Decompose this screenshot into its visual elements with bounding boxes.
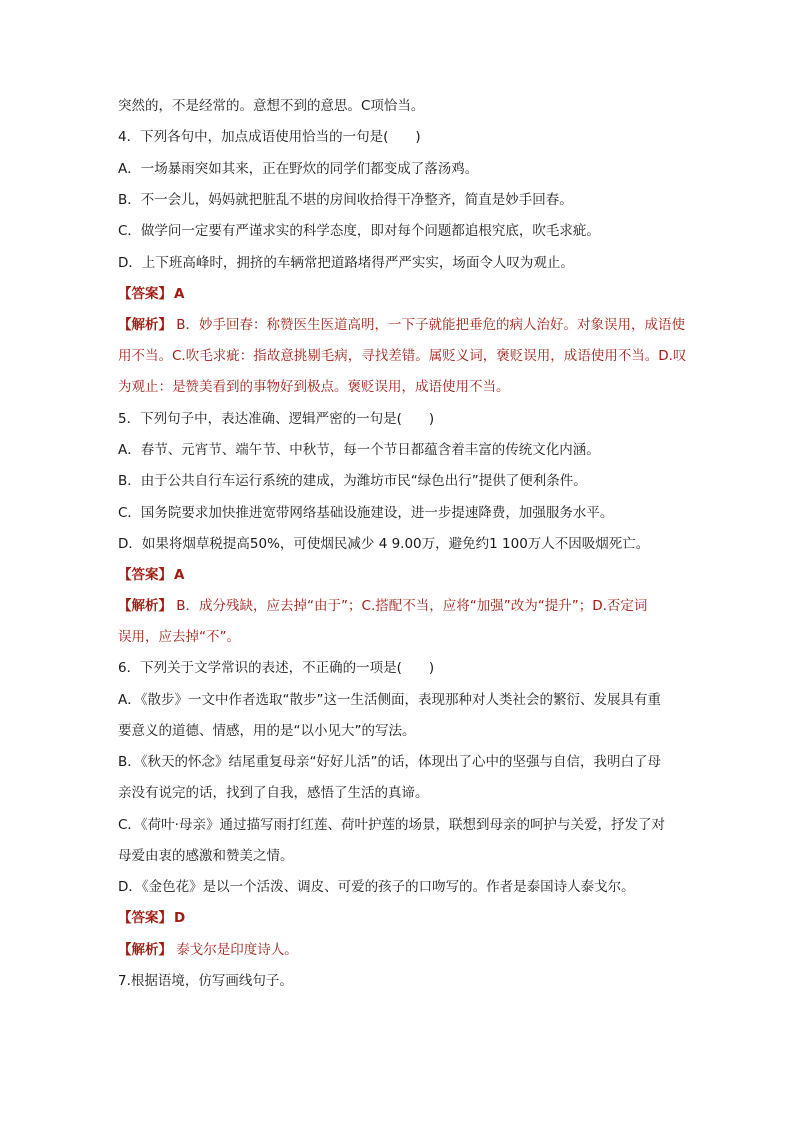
analysis-text: 为观止：是赞美看到的事物好到极点。褒贬误用，成语使用不当。 [118,379,510,395]
q6-option-a: A．《散步》一文中作者选取“散步”这一生活侧面，表现那种对人类社会的繁衍、发展具有重 [118,692,661,708]
analysis-label: 【解析】 [118,598,172,614]
analysis-text: 误用，应去掉“不”。 [118,629,240,645]
question-6-stem: 6．下列关于文学常识的表述，不正确的一项是( ) [118,660,435,676]
answer-label: 【答案】 [118,910,172,926]
answer-value: D [174,910,186,926]
q4-analysis [118,315,685,335]
analysis-text: B．妙手回春：称赞医生医道高明，一下子就能把垂危的病人治好。对象误用，成语使 [176,317,686,333]
analysis-text: B．成分残缺，应去掉“由于”；C.搭配不当，应将“加强”改为“提升”；D.否定词 [176,598,648,614]
q6-option-a-cont: 要意义的道德、情感，用的是“以小见大”的写法。 [118,723,416,739]
q5-answer [118,565,184,585]
q5-option-d: D．如果将烟草税提高50%，可使烟民减少 4 9.00万，避免约1 100万人不因吸烟死亡。 [118,536,650,552]
question-5-stem: 5．下列句子中，表达准确、逻辑严密的一句是( ) [118,411,435,427]
q6-analysis [118,940,298,960]
question-7-stem: 7.根据语境，仿写画线句子。 [118,973,293,989]
q4-option-a: A．一场暴雨突如其来，正在野炊的同学们都变成了落汤鸡。 [118,161,479,177]
q4-option-b: B．不一会儿，妈妈就把脏乱不堪的房间收拾得干净整齐，简直是妙手回春。 [118,192,573,208]
analysis-label: 【解析】 [118,942,172,958]
analysis-text: 用不当。C.吹毛求疵：指故意挑剔毛病，寻找差错。属贬义词，褒贬误用，成语使用不当。D.叹 [118,348,687,364]
analysis-label: 【解析】 [118,317,172,333]
q5-option-a: A．春节、元宵节、端午节、中秋节，每一个节日都蕴含着丰富的传统文化内涵。 [118,442,600,458]
q4-option-d: D．上下班高峰时，拥挤的车辆常把道路堵得严严实实，场面令人叹为观止。 [118,255,574,271]
answer-label: 【答案】 [118,567,172,583]
q4-answer [118,284,184,304]
q6-option-c-cont: 母爱由衷的感激和赞美之情。 [118,848,294,864]
q5-option-b: B．由于公共自行车运行系统的建成，为潍坊市民“绿色出行”提供了便利条件。 [118,473,587,489]
text-line: 突然的，不是经常的。意想不到的意思。C项恰当。 [118,98,425,114]
q6-option-b-cont: 亲没有说完的话，找到了自我，感悟了生活的真谛。 [118,785,429,801]
q6-option-d: D．《金色花》是以一个活泼、调皮、可爱的孩子的口吻写的。作者是泰国诗人泰戈尔。 [118,879,635,895]
analysis-text: 泰戈尔是印度诗人。 [176,942,298,958]
q5-option-c: C．国务院要求加快推进宽带网络基础设施建设，进一步提速降费，加强服务水平。 [118,505,614,521]
q6-answer [118,908,185,928]
answer-value: A [174,567,185,583]
q5-analysis [118,596,647,616]
question-4-stem: 4．下列各句中，加点成语使用恰当的一句是( ) [118,129,421,145]
q6-option-b: B．《秋天的怀念》结尾重复母亲“好好儿活”的话，体现出了心中的坚强与自信，我明白了母 [118,754,661,770]
answer-label: 【答案】 [118,286,172,302]
q4-option-c: C．做学问一定要有严谨求实的科学态度，即对每个问题都追根究底，吹毛求疵。 [118,223,600,239]
q6-option-c: C．《荷叶·母亲》通过描写雨打红莲、荷叶护莲的场景，联想到母亲的呵护与关爱，抒发了对 [118,817,665,833]
answer-value: A [174,286,185,302]
